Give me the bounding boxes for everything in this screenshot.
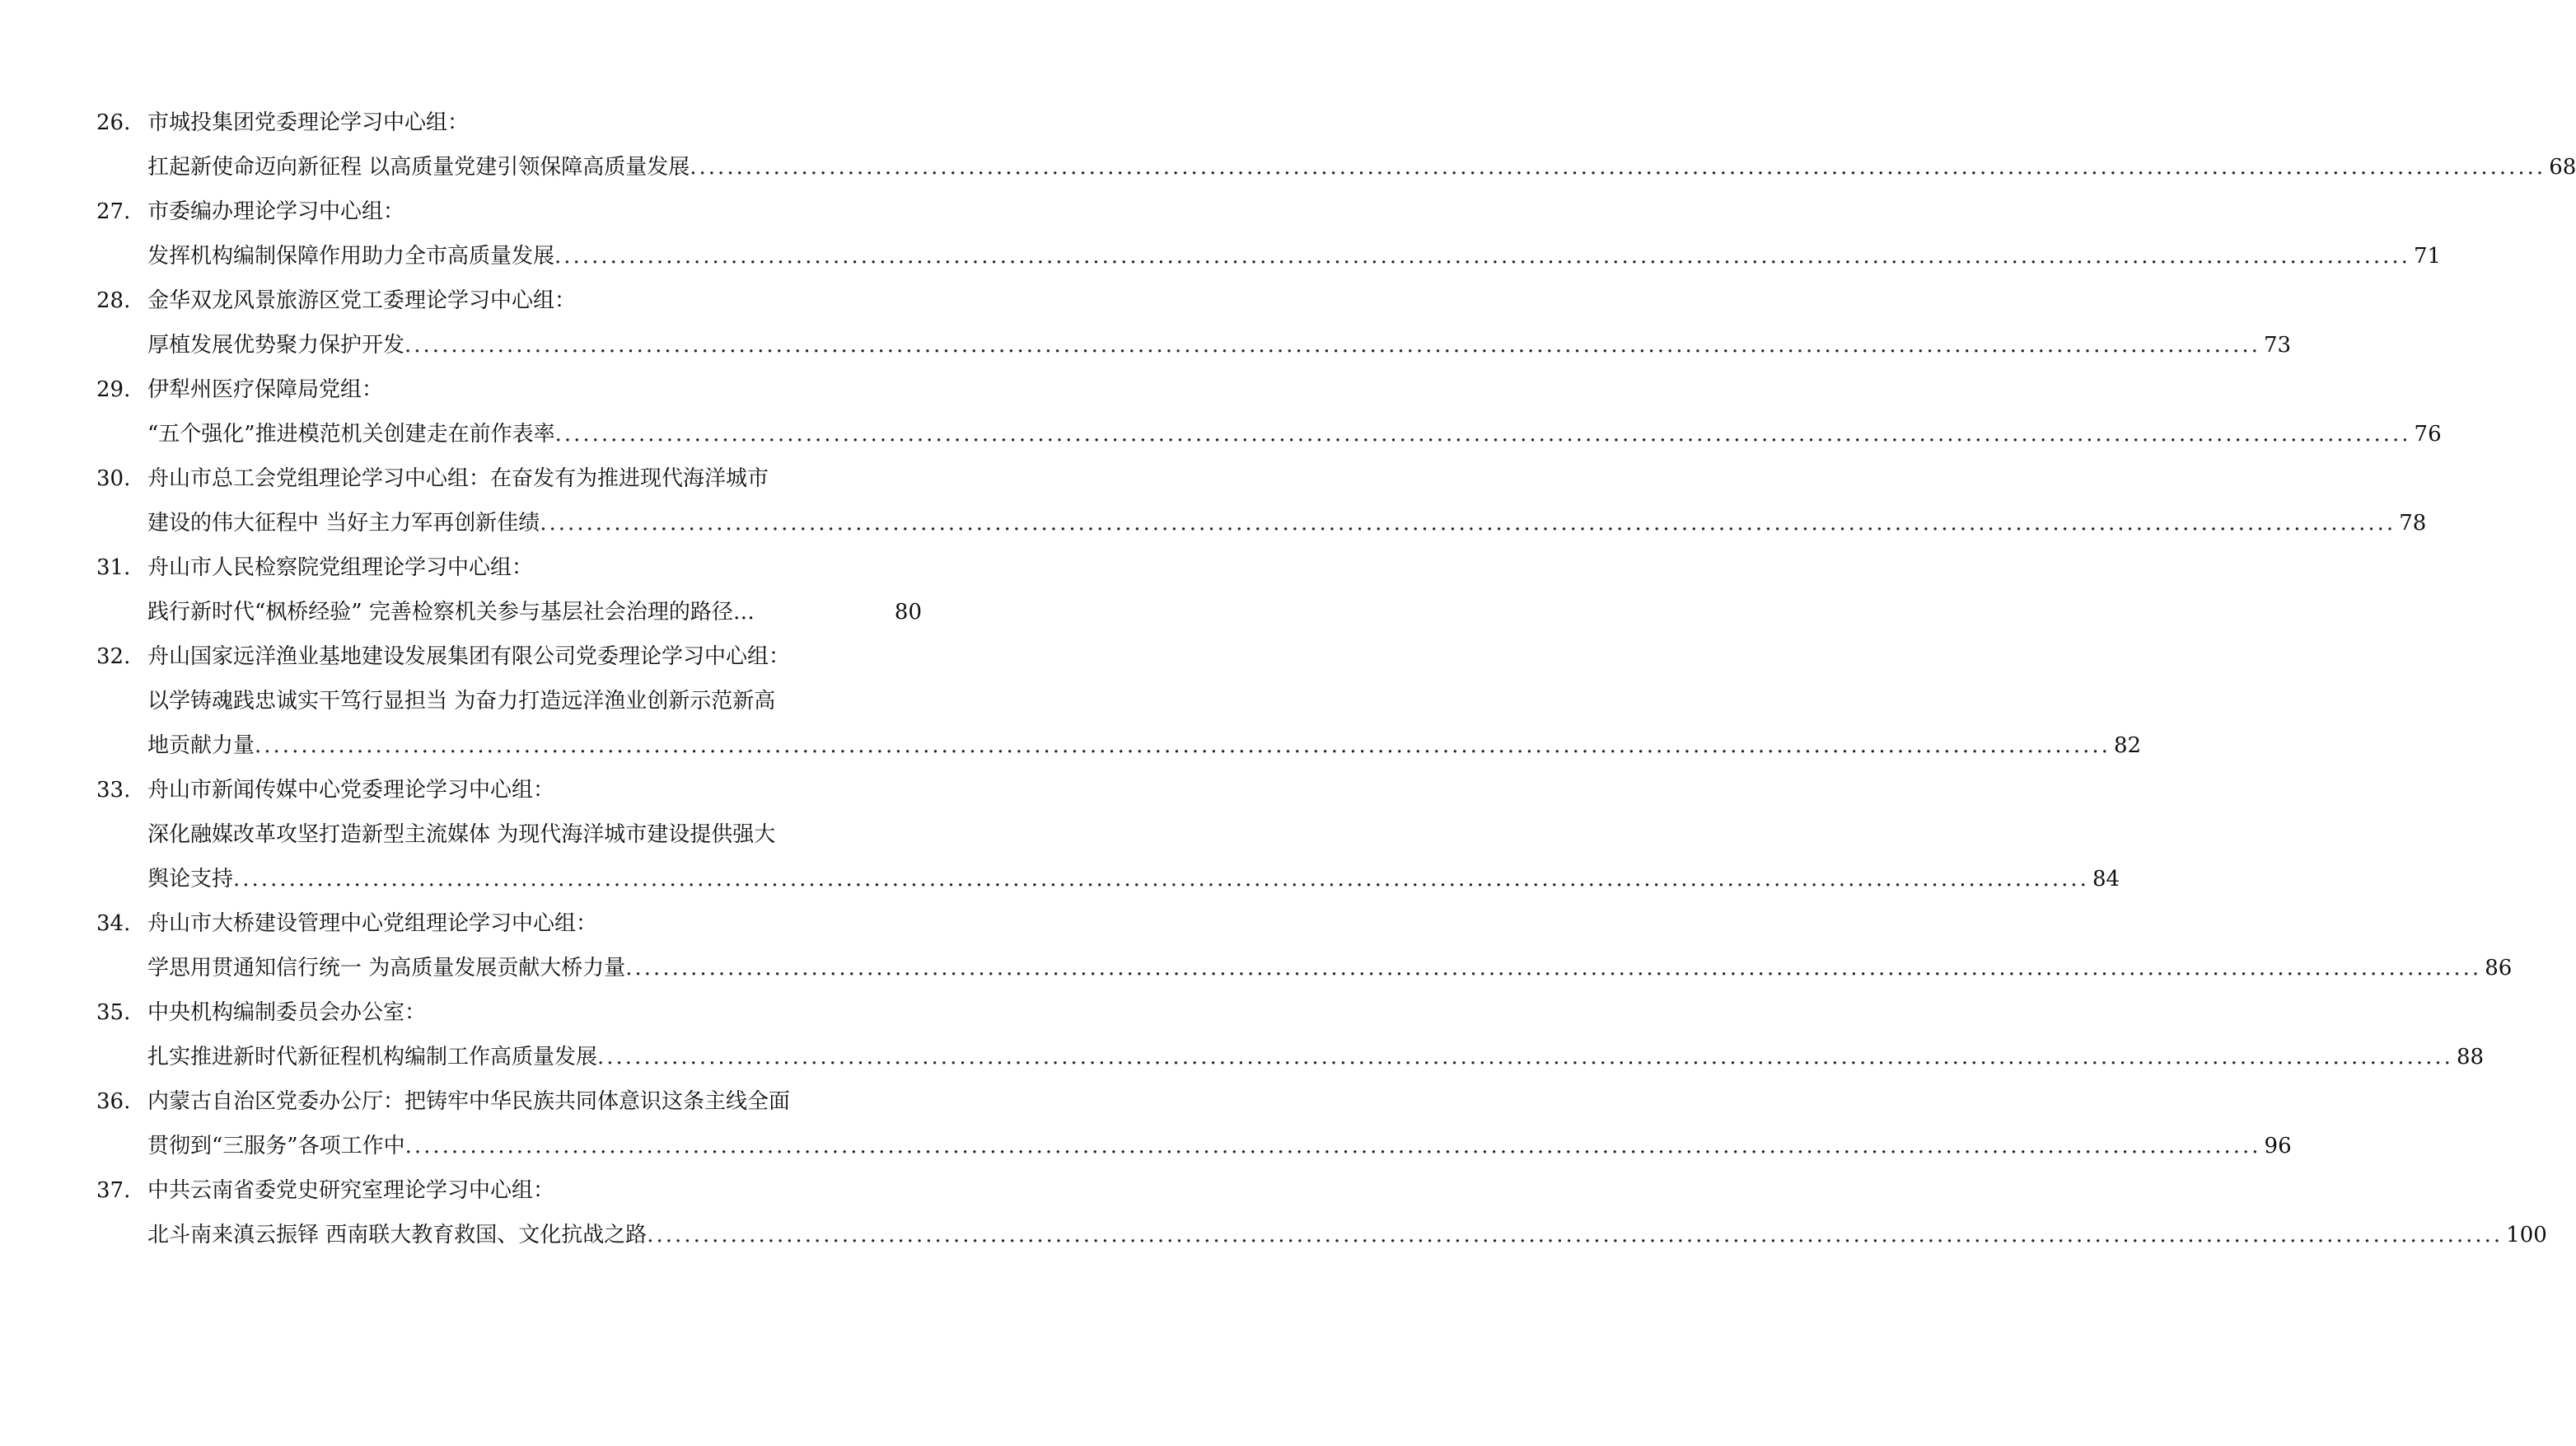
page-number: 76 — [2414, 422, 2442, 447]
entry-title: 扛起新使命迈向新征程 以高质量党建引领保障高质量发展 — [147, 155, 690, 180]
page-number: 100 — [2506, 1223, 2547, 1247]
entry-number: 31. — [96, 555, 131, 580]
dot-leader: ........................................................................................................................................................................................................ — [554, 244, 2410, 269]
page-number: 71 — [2413, 244, 2442, 269]
entry-number: 33. — [96, 778, 131, 803]
toc-entry-title-line — [0, 723, 2142, 768]
toc-entry-heading — [0, 1168, 1022, 1213]
dot-leader: ........................................................................................................................................................................................................ — [647, 1223, 2504, 1247]
dot-leader: ........................................................................................................................................................................................................ — [233, 867, 2089, 891]
toc-entry-heading — [0, 545, 1022, 590]
entry-number: 36. — [96, 1089, 131, 1114]
entry-title: 践行新时代“枫桥经验” 完善检察机关参与基层社会治理的路径… — [147, 600, 755, 625]
toc-entry-title-line — [0, 145, 2576, 190]
entry-title: 深化融媒改革攻坚打造新型主流媒体 为现代海洋城市建设提供强大 — [147, 822, 776, 847]
dot-leader: ........................................................................................................................................................................................................ — [625, 956, 2482, 980]
page-number: 73 — [2263, 333, 2292, 358]
entry-author: 舟山国家远洋渔业基地建设发展集团有限公司党委理论学习中心组： — [147, 644, 791, 669]
toc-entry-title-line — [0, 501, 2427, 545]
page-number: 86 — [2485, 956, 2513, 980]
entry-title: 以学铸魂践忠诚实干笃行显担当 为奋力打造远洋渔业创新示范新高 — [147, 689, 776, 714]
toc-entry-title-line — [0, 946, 2513, 990]
toc-entry-title-line — [0, 590, 922, 634]
entry-author: 市城投集团党委理论学习中心组： — [147, 110, 470, 135]
toc-entry-heading — [0, 901, 1022, 946]
entry-author: 舟山市人民检察院党组理论学习中心组： — [147, 555, 534, 580]
entry-title: 发挥机构编制保障作用助力全市高质量发展 — [147, 244, 555, 269]
entry-author: 中央机构编制委员会办公室： — [147, 1000, 427, 1025]
entry-author: 金华双龙风景旅游区党工委理论学习中心组： — [147, 288, 577, 313]
toc-entry-title-line — [0, 1124, 2292, 1168]
table-of-contents — [0, 101, 2576, 1257]
page-number: 84 — [2092, 867, 2120, 891]
page-number: 78 — [2399, 511, 2427, 536]
entry-title: 地贡献力量 — [147, 733, 255, 758]
toc-entry-heading — [0, 634, 1022, 679]
toc-entry-heading — [0, 367, 1022, 412]
entry-title: 建设的伟大征程中 当好主力军再创新佳绩 — [147, 511, 540, 536]
toc-entry-title-line — [0, 1035, 2485, 1079]
entry-author: 舟山市总工会党组理论学习中心组：在奋发有为推进现代海洋城市 — [147, 466, 769, 491]
dot-leader: ........................................................................................................................................................................................................ — [597, 1045, 2453, 1069]
toc-entry-title-line — [0, 679, 1022, 723]
toc-entry-heading — [0, 990, 1022, 1035]
toc-entry-title-line — [0, 412, 2442, 456]
entry-author: 市委编办理论学习中心组： — [147, 199, 405, 224]
toc-entry-heading — [0, 190, 1022, 234]
entry-title: 贯彻到“三服务”各项工作中 — [147, 1134, 405, 1158]
toc-entry-title-line — [0, 812, 1022, 857]
dot-leader: ........................................................................................................................................................................................................ — [404, 1134, 2261, 1158]
page-number: 96 — [2264, 1134, 2292, 1158]
toc-entry-title-line — [0, 857, 2120, 901]
entry-number: 32. — [96, 644, 131, 669]
entry-number: 34. — [96, 911, 131, 936]
dot-leader: ........................................................................................................................................................................................................ — [554, 422, 2411, 447]
entry-number: 29. — [96, 377, 131, 402]
toc-entry-heading — [0, 768, 1022, 812]
dot-leader: ........................................................................................................................................................................................................ — [540, 511, 2396, 536]
entry-title: 舆论支持 — [147, 867, 234, 891]
entry-number: 35. — [96, 1000, 131, 1025]
entry-title: “五个强化”推进模范机关创建走在前作表率 — [147, 422, 555, 447]
page-number: 82 — [2113, 733, 2142, 758]
toc-entry-heading — [0, 456, 1022, 501]
entry-number: 26. — [96, 110, 131, 135]
entry-title: 北斗南来滇云振铎 西南联大教育救国、文化抗战之路 — [147, 1223, 648, 1247]
entry-author: 伊犁州医疗保障局党组： — [147, 377, 384, 402]
toc-entry-title-line — [0, 234, 2442, 278]
dot-leader: ........................................................................................................................................................................................................ — [255, 733, 2111, 758]
toc-entry-heading — [0, 278, 1022, 323]
page-number: 68 — [2549, 155, 2576, 180]
toc-entry-title-line — [0, 323, 2292, 367]
dot-leader: ........................................................................................................................................................................................................ — [404, 333, 2260, 358]
entry-number: 28. — [96, 288, 131, 313]
toc-entry-heading — [0, 1079, 1022, 1124]
entry-author: 内蒙古自治区党委办公厅：把铸牢中华民族共同体意识这条主线全面 — [147, 1089, 791, 1114]
entry-number: 30. — [96, 466, 131, 491]
entry-author: 舟山市新闻传媒中心党委理论学习中心组： — [147, 778, 555, 803]
entry-title: 学思用贯通知信行统一 为高质量发展贡献大桥力量 — [147, 956, 626, 980]
entry-number: 27. — [96, 199, 131, 224]
entry-title: 厚植发展优势聚力保护开发 — [147, 333, 405, 358]
toc-entry-title-line — [0, 1213, 2547, 1257]
entry-author: 舟山市大桥建设管理中心党组理论学习中心组： — [147, 911, 598, 936]
page-number: 88 — [2456, 1045, 2485, 1069]
dot-leader: ........................................................................................................................................................................................................ — [690, 155, 2546, 180]
entry-number: 37. — [96, 1178, 131, 1203]
toc-entry-heading — [0, 101, 1022, 145]
page-number: 80 — [894, 600, 922, 625]
entry-author: 中共云南省委党史研究室理论学习中心组： — [147, 1178, 555, 1203]
entry-title: 扎实推进新时代新征程机构编制工作高质量发展 — [147, 1045, 598, 1069]
